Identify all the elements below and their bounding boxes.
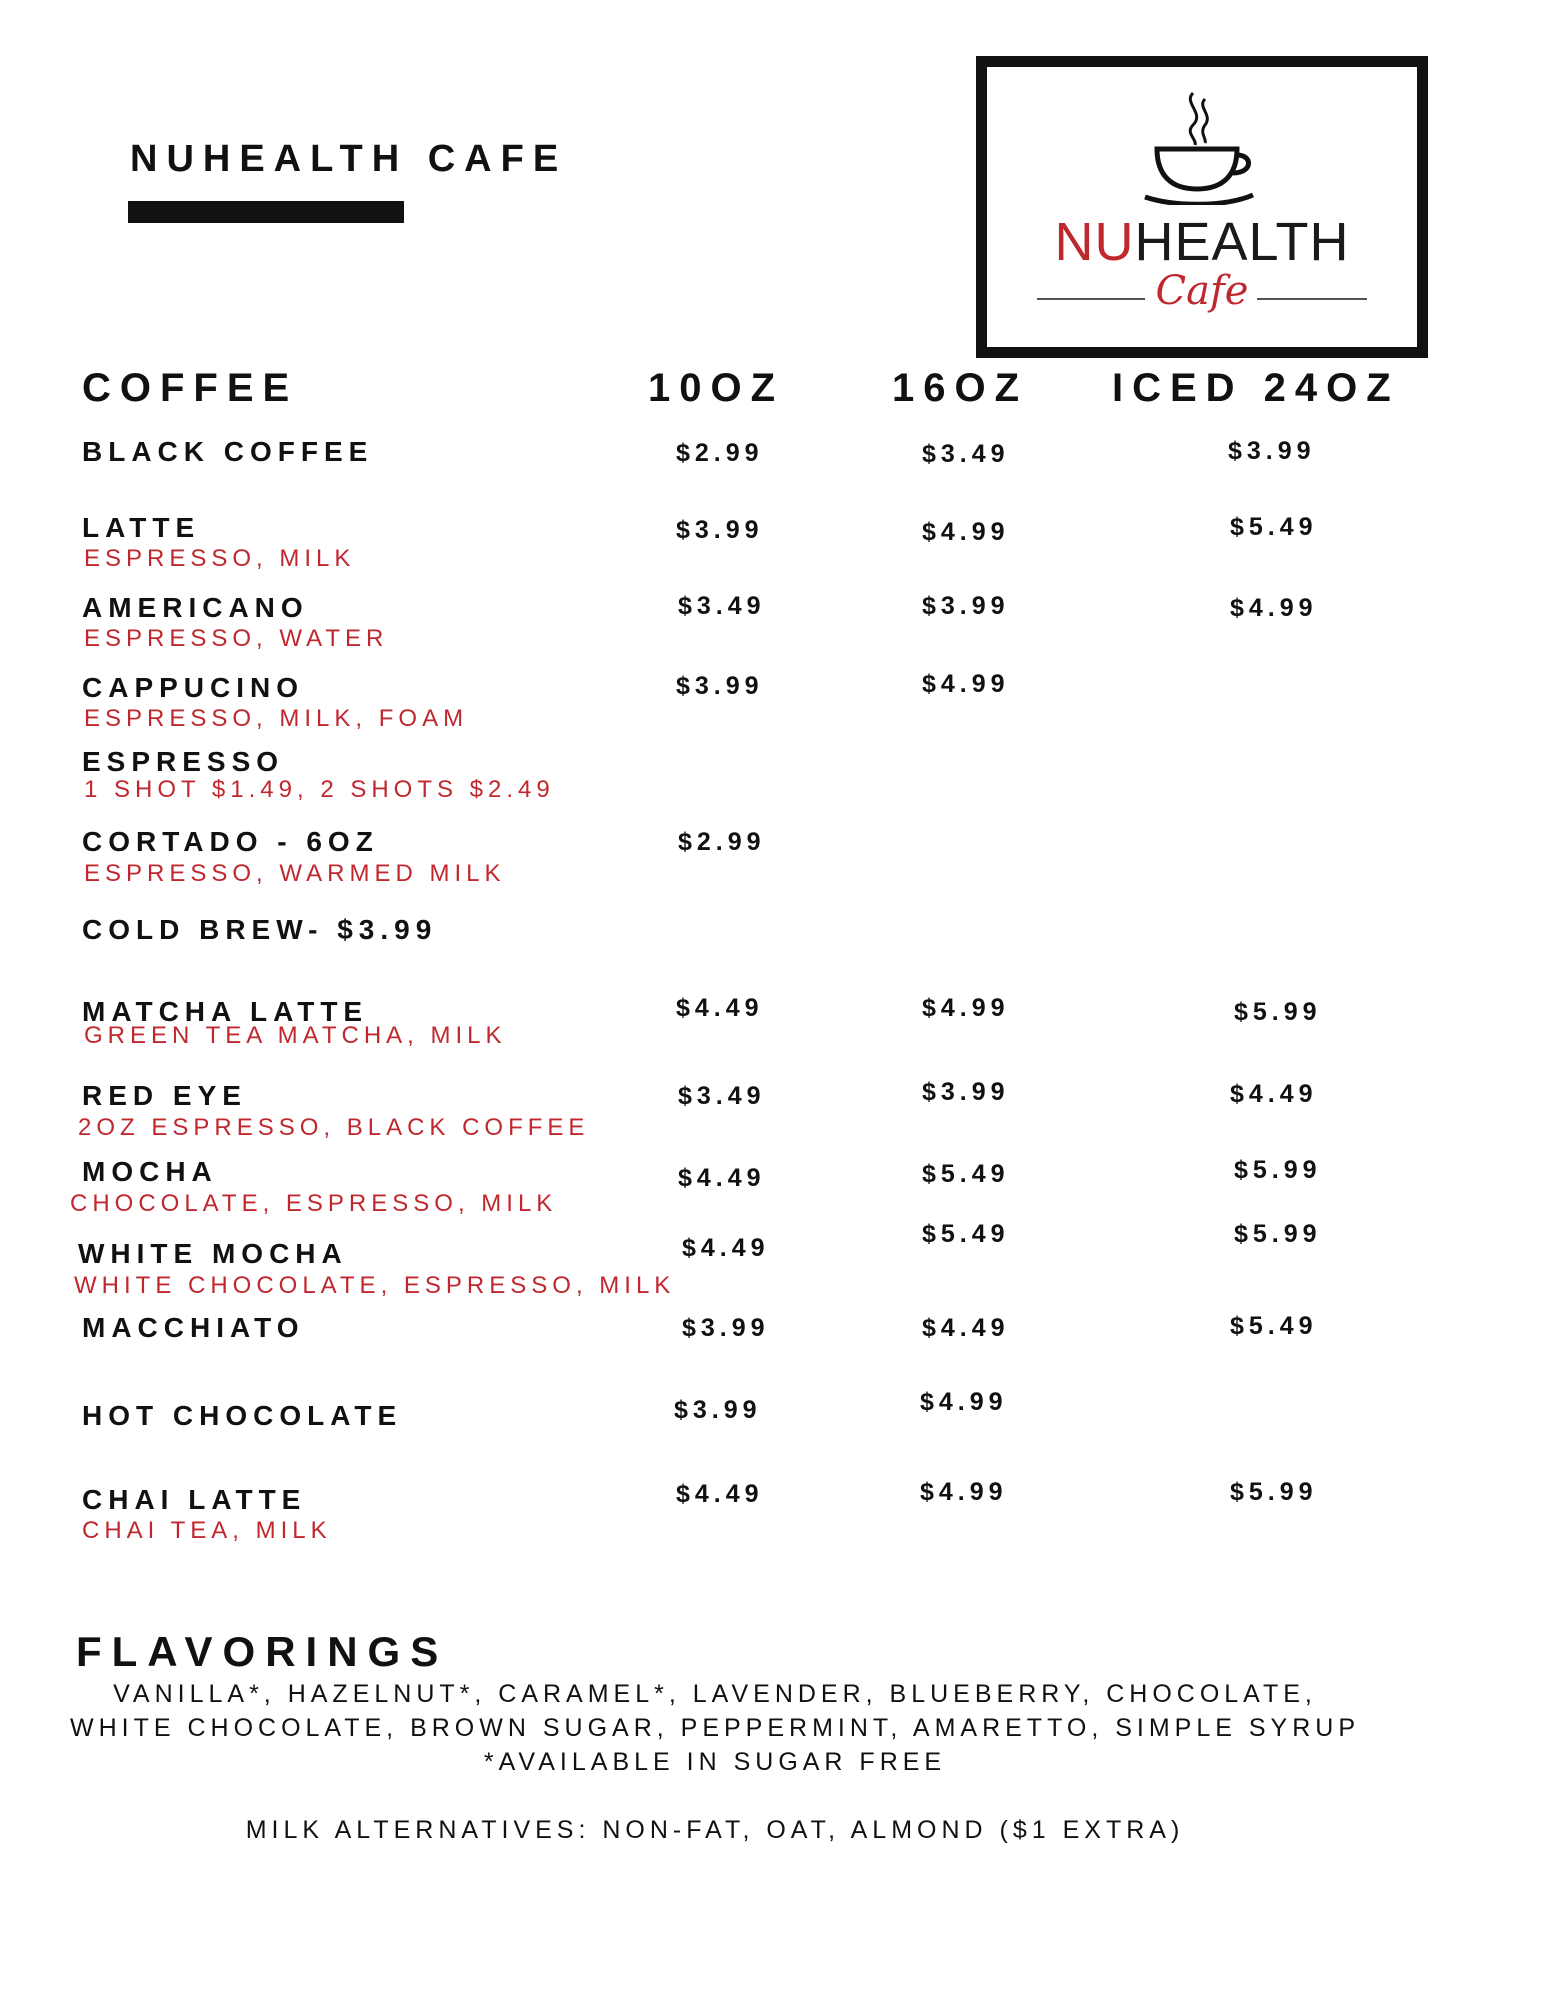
item-description: ESPRESSO, MILK [84,545,356,572]
item-description: ESPRESSO, MILK, FOAM [84,705,469,732]
logo-rule-left [1037,298,1145,300]
item-name: MACCHIATO [82,1312,305,1343]
item-description: GREEN TEA MATCHA, MILK [84,1022,507,1049]
price-16oz: $4.49 [922,1314,1010,1342]
price-10oz: $4.49 [676,994,764,1022]
header-16oz: 16OZ [892,366,1029,410]
item-name: AMERICANO [82,592,309,623]
price-10oz: $3.49 [678,1082,766,1110]
item-description: CHOCOLATE, ESPRESSO, MILK [70,1190,558,1217]
header-10oz: 10OZ [648,366,785,410]
item-name: WHITE MOCHA [78,1238,348,1269]
price-iced: $5.99 [1230,1478,1318,1506]
item-description: 2OZ ESPRESSO, BLACK COFFEE [78,1114,590,1141]
item-name: HOT CHOCOLATE [82,1400,403,1431]
item-name: CORTADO - 6OZ [82,826,379,857]
coffee-cup-icon [1135,85,1265,205]
price-iced: $4.99 [1230,594,1318,622]
item-name: CHAI LATTE [82,1484,307,1515]
price-10oz: $4.49 [682,1234,770,1262]
item-name: CAPPUCINO [82,672,305,703]
item-description: CHAI TEA, MILK [82,1517,332,1544]
price-16oz: $5.49 [922,1160,1010,1188]
price-10oz: $3.49 [678,592,766,620]
price-16oz: $3.99 [922,592,1010,620]
sugar-free-note: *AVAILABLE IN SUGAR FREE [483,1748,947,1776]
logo-rule-right [1257,298,1367,300]
item-name: MOCHA [82,1156,218,1187]
price-iced: $5.99 [1234,1220,1322,1248]
price-iced: $3.99 [1228,437,1316,465]
logo-nu: NU [1054,212,1135,272]
price-iced: $5.99 [1234,998,1322,1026]
price-10oz: $2.99 [678,828,766,856]
price-10oz: $4.49 [678,1164,766,1192]
price-10oz: $3.99 [682,1314,770,1342]
cafe-logo [976,56,1428,358]
price-10oz: $3.99 [676,516,764,544]
price-16oz: $4.99 [920,1478,1008,1506]
flavorings-list-line1: VANILLA*, HAZELNUT*, CARAMEL*, LAVENDER, BLUEBERRY, CHOCOLATE, [113,1680,1317,1708]
logo-script: Cafe [1155,268,1249,314]
item-name: BLACK COFFEE [82,436,374,467]
price-16oz: $3.49 [922,440,1010,468]
logo-wordmark [987,212,1417,272]
item-description: 1 SHOT $1.49, 2 SHOTS $2.49 [84,776,555,803]
price-10oz: $4.49 [676,1480,764,1508]
page-title: NUHEALTH CAFE [130,138,568,180]
item-name: LATTE [82,512,201,543]
item-name: RED EYE [82,1080,247,1111]
logo-health: HEALTH [1134,212,1350,272]
header-iced-24oz: ICED 24OZ [1112,366,1400,410]
title-underline [128,201,404,223]
price-16oz: $4.99 [922,994,1010,1022]
flavorings-heading: FLAVORINGS [76,1628,449,1675]
price-iced: $5.99 [1234,1156,1322,1184]
header-coffee: COFFEE [82,366,299,410]
price-16oz: $4.99 [922,518,1010,546]
item-description: ESPRESSO, WARMED MILK [84,860,506,887]
flavorings-list-line2: WHITE CHOCOLATE, BROWN SUGAR, PEPPERMINT, AMARETTO, SIMPLE SYRUP [69,1714,1361,1742]
item-name: MATCHA LATTE [82,996,369,1027]
price-iced: $4.49 [1230,1080,1318,1108]
price-10oz: $3.99 [676,672,764,700]
price-iced: $5.49 [1230,1312,1318,1340]
price-10oz: $3.99 [674,1396,762,1424]
item-name: ESPRESSO [82,746,285,777]
item-name: COLD BREW- $3.99 [82,914,438,945]
item-description: WHITE CHOCOLATE, ESPRESSO, MILK [74,1272,676,1299]
price-16oz: $3.99 [922,1078,1010,1106]
price-10oz: $2.99 [676,439,764,467]
milk-alternatives: MILK ALTERNATIVES: NON-FAT, OAT, ALMOND ($1 EXTRA) [245,1816,1185,1844]
item-description: ESPRESSO, WATER [84,625,389,652]
price-iced: $5.49 [1230,513,1318,541]
price-16oz: $5.49 [922,1220,1010,1248]
price-16oz: $4.99 [922,670,1010,698]
price-16oz: $4.99 [920,1388,1008,1416]
